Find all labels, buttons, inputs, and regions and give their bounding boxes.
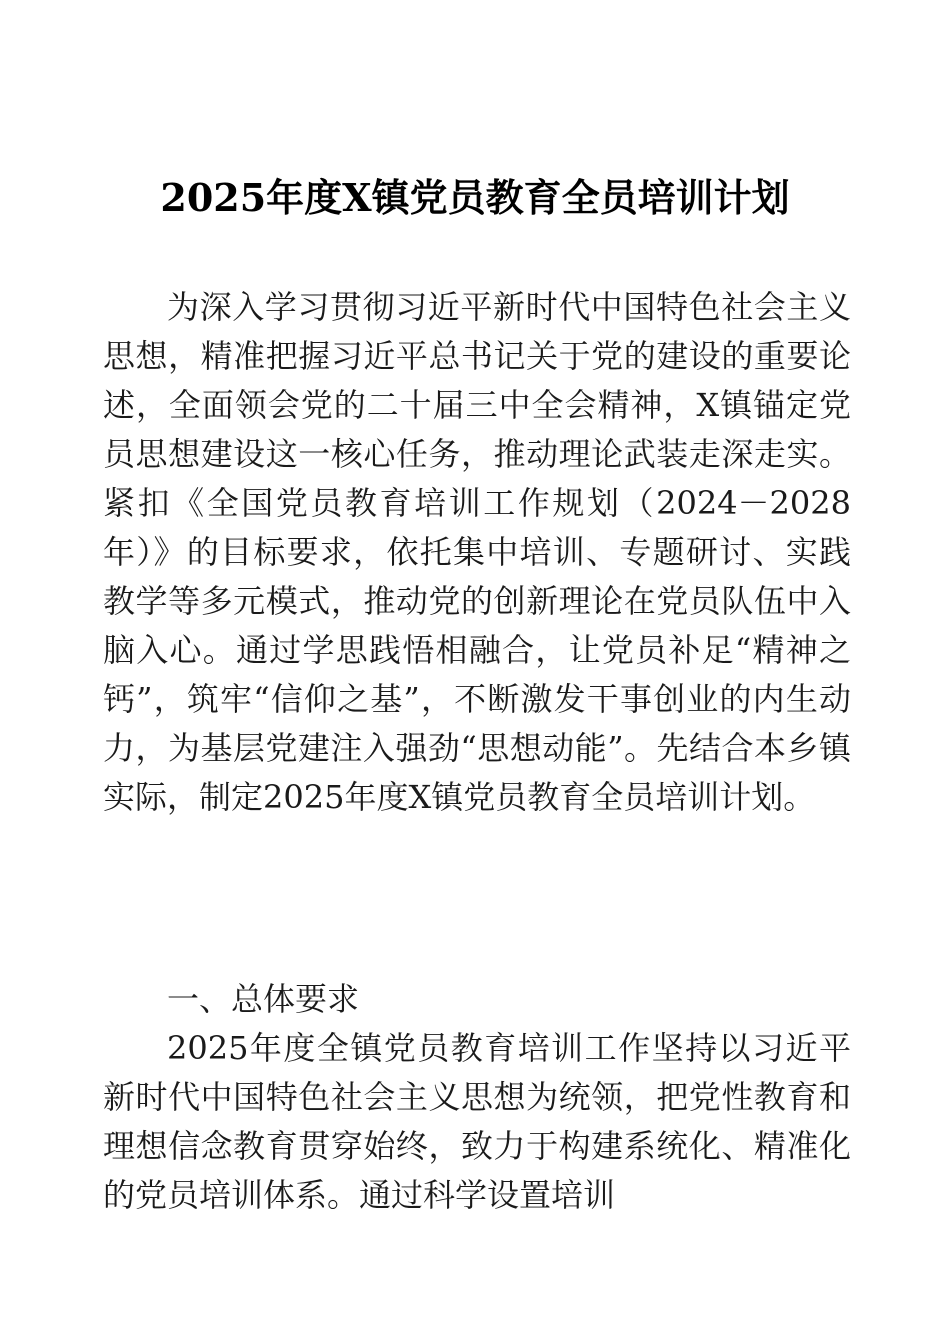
document-title: 2025年度X镇党员教育全员培训计划 bbox=[160, 175, 790, 220]
section-paragraph-overall-requirements: 2025年度全镇党员教育培训工作坚持以习近平新时代中国特色社会主义思想为统领，把党性教育和理想信念教育贯穿始终，致力于构建系统化、精准化的党员培训体系。通过科学设置培训 bbox=[103, 1029, 851, 1214]
section-heading-overall-requirements: 一、总体要求 bbox=[167, 980, 360, 1018]
intro-paragraph: 为深入学习贯彻习近平新时代中国特色社会主义思想，精准把握习近平总书记关于党的建设的重要论述，全面领会党的二十届三中全会精神，X镇锚定党员思想建设这一核心任务，推动理论武装走深走实。紧扣《全国党员教育培训工作规划（2024－2028年）》的目标要求，依托集中培训、专题研讨、实践教学等多元模式，推动党的创新理论在党员队伍中入脑入心。通过学思践悟相融合，让党员补足“精神之钙”，筑牢“信仰之基”，不断激发干事创业的内生动力，为基层党建注入强劲“思想动能”。先结合本乡镇实际，制定2025年度X镇党员教育全员培训计划。 bbox=[103, 288, 851, 816]
